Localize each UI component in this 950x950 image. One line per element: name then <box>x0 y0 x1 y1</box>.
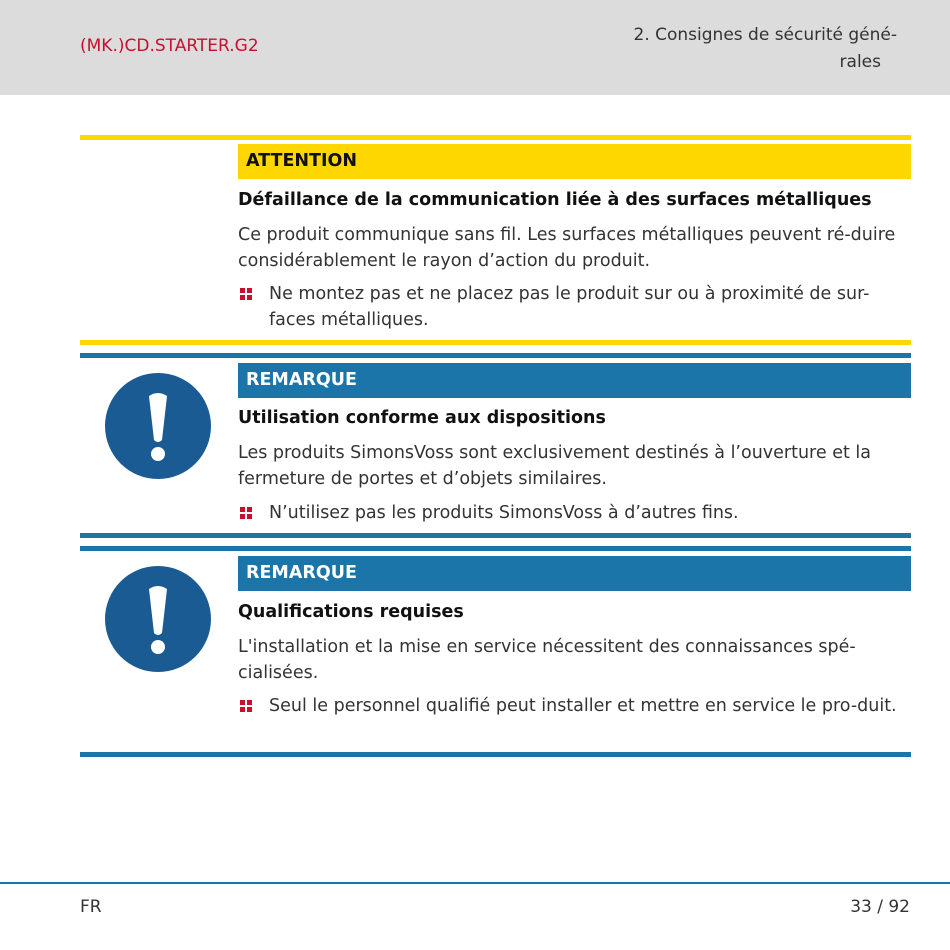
notice-2-title: Qualifications requises <box>238 602 464 622</box>
notice-1-top-rule <box>80 353 911 358</box>
notice-1-label: REMARQUE <box>238 363 911 398</box>
page-header <box>0 0 950 95</box>
notice-1-title: Utilisation conforme aux dispositions <box>238 408 606 428</box>
exclamation-circle-icon <box>102 563 214 675</box>
section-title-line1: 2. Consignes de sécurité géné- <box>633 25 897 45</box>
notice-1-bottom-rule <box>80 533 911 538</box>
footer-rule <box>0 882 950 884</box>
notice-2-top-rule <box>80 546 911 551</box>
bullet-square-icon <box>240 288 252 300</box>
footer-language: FR <box>80 897 102 917</box>
notice-1-bullet-text: N’utilisez pas les produits SimonsVoss à d’autres fins. <box>269 503 739 523</box>
attention-text: Ce produit communique sans fil. Les surfaces métalliques peuvent ré-duire considérablement le rayon d’action du produit. <box>238 225 896 271</box>
bullet-square-icon <box>240 507 252 519</box>
attention-title: Défaillance de la communication liée à des surfaces métalliques <box>238 190 872 210</box>
bullet-square-icon <box>240 700 252 712</box>
attention-bullet <box>238 282 898 333</box>
exclamation-circle-icon <box>102 370 214 482</box>
product-name: (MK.)CD.STARTER.G2 <box>80 36 259 56</box>
notice-2-bullet-text: Seul le personnel qualifié peut installer et mettre en service le pro-duit. <box>269 696 897 716</box>
section-title-line2: rales <box>839 52 881 72</box>
attention-top-rule <box>80 135 911 140</box>
notice-1-bullet <box>238 501 898 527</box>
page-number: 33 / 92 <box>850 897 910 917</box>
notice-1-text: Les produits SimonsVoss sont exclusivement destinés à l’ouverture et la fermeture de portes et d’objets similaires. <box>238 443 871 489</box>
attention-bottom-rule <box>80 340 911 345</box>
notice-2-text: L'installation et la mise en service nécessitent des connaissances spé-cialisées. <box>238 637 856 683</box>
notice-2-label: REMARQUE <box>238 556 911 591</box>
notice-2-bottom-rule <box>80 752 911 757</box>
notice-2-bullet <box>238 694 898 720</box>
attention-bullet-text: Ne montez pas et ne placez pas le produit sur ou à proximité de sur-faces métalliques. <box>269 284 870 330</box>
section-title <box>597 22 897 76</box>
attention-label: ATTENTION <box>238 144 911 179</box>
